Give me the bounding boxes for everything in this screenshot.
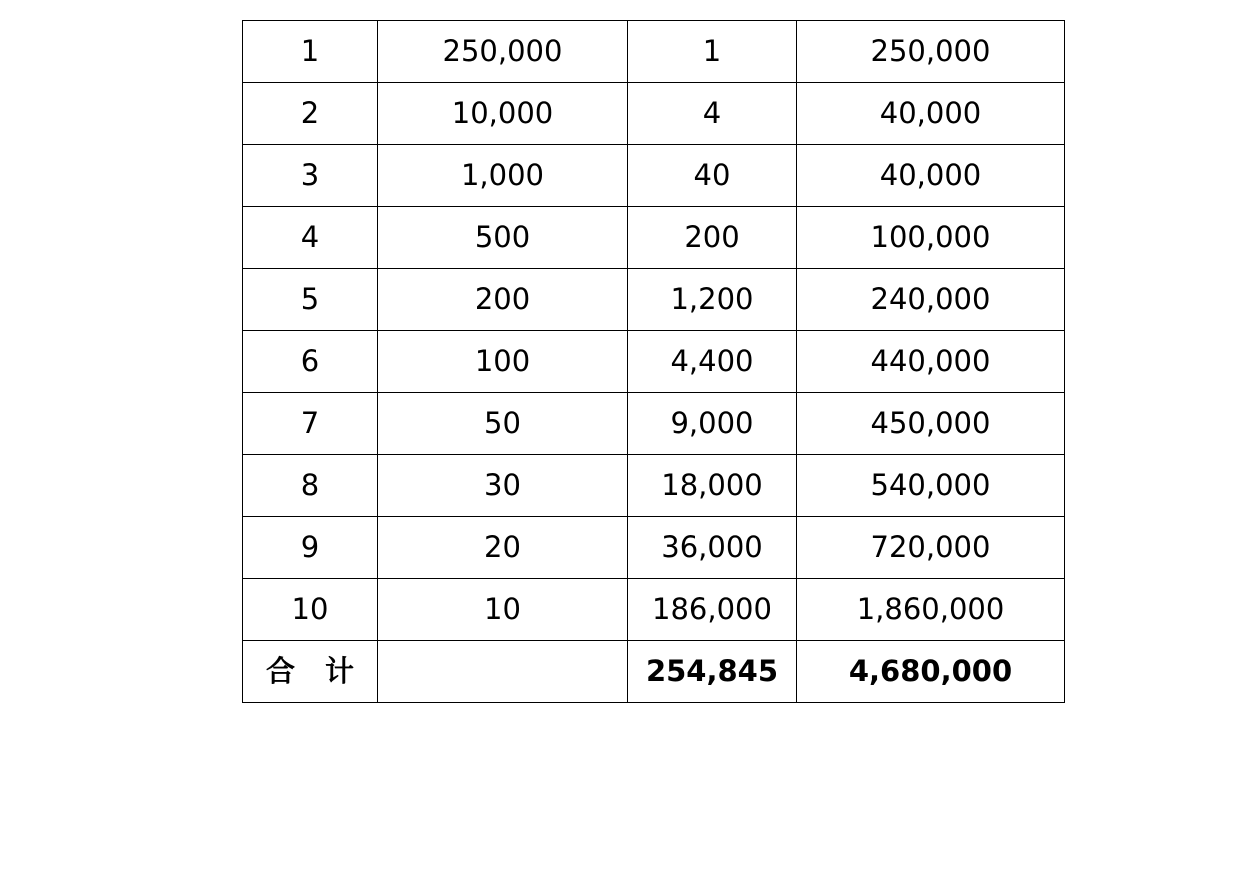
rank-cell: 9 <box>243 517 378 579</box>
count-cell: 40 <box>628 145 797 207</box>
rank-cell: 10 <box>243 579 378 641</box>
value-cell: 100 <box>378 331 628 393</box>
table-row <box>243 455 1065 517</box>
count-cell: 200 <box>628 207 797 269</box>
count-cell: 1 <box>628 21 797 83</box>
value-cell: 500 <box>378 207 628 269</box>
rank-cell: 3 <box>243 145 378 207</box>
value-cell: 30 <box>378 455 628 517</box>
table-row <box>243 145 1065 207</box>
count-cell: 36,000 <box>628 517 797 579</box>
count-cell: 186,000 <box>628 579 797 641</box>
count-cell: 9,000 <box>628 393 797 455</box>
total-count: 254,845 <box>628 641 797 703</box>
value-cell: 20 <box>378 517 628 579</box>
count-cell: 4,400 <box>628 331 797 393</box>
rank-cell: 8 <box>243 455 378 517</box>
value-cell: 1,000 <box>378 145 628 207</box>
table-row <box>243 393 1065 455</box>
amount-cell: 540,000 <box>797 455 1065 517</box>
table-row <box>243 517 1065 579</box>
value-cell: 250,000 <box>378 21 628 83</box>
value-cell: 10 <box>378 579 628 641</box>
rank-cell: 7 <box>243 393 378 455</box>
value-cell: 50 <box>378 393 628 455</box>
table-body <box>243 21 1065 703</box>
rank-cell: 1 <box>243 21 378 83</box>
rank-cell: 5 <box>243 269 378 331</box>
total-cell-col2 <box>378 641 628 703</box>
table-row <box>243 83 1065 145</box>
table-row <box>243 331 1065 393</box>
count-cell: 18,000 <box>628 455 797 517</box>
total-amount: 4,680,000 <box>797 641 1065 703</box>
count-cell: 1,200 <box>628 269 797 331</box>
amount-cell: 450,000 <box>797 393 1065 455</box>
total-label: 合 计 <box>243 641 378 703</box>
count-cell: 4 <box>628 83 797 145</box>
total-row <box>243 641 1065 703</box>
rank-cell: 6 <box>243 331 378 393</box>
amount-cell: 440,000 <box>797 331 1065 393</box>
table-row <box>243 269 1065 331</box>
rank-cell: 2 <box>243 83 378 145</box>
amount-cell: 40,000 <box>797 145 1065 207</box>
table-row <box>243 21 1065 83</box>
prize-table <box>242 20 1065 703</box>
amount-cell: 240,000 <box>797 269 1065 331</box>
amount-cell: 100,000 <box>797 207 1065 269</box>
value-cell: 200 <box>378 269 628 331</box>
value-cell: 10,000 <box>378 83 628 145</box>
table-row <box>243 207 1065 269</box>
amount-cell: 1,860,000 <box>797 579 1065 641</box>
rank-cell: 4 <box>243 207 378 269</box>
amount-cell: 720,000 <box>797 517 1065 579</box>
amount-cell: 40,000 <box>797 83 1065 145</box>
table-row <box>243 579 1065 641</box>
amount-cell: 250,000 <box>797 21 1065 83</box>
